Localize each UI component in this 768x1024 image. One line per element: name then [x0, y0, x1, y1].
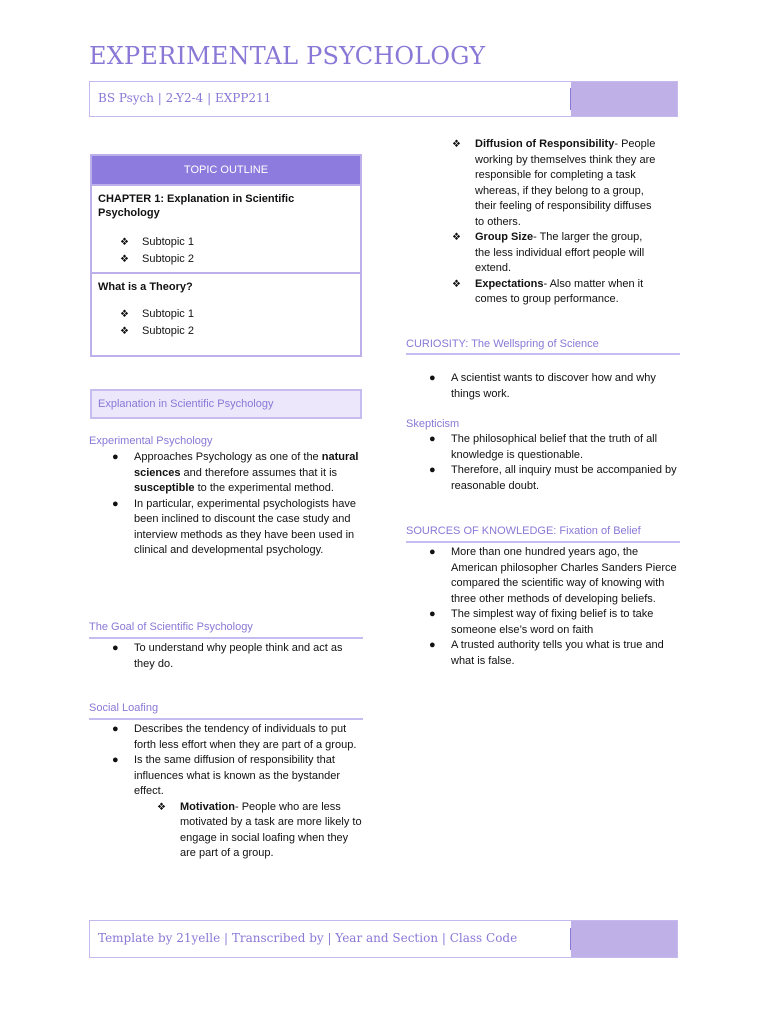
diamond-bullet-icon: ❖ [120, 326, 129, 337]
list-item: ● Describes the tendency of individuals to put forth less effort when they are part of a group. [112, 723, 357, 751]
list-item: ● More than one hundred years ago, the American philosopher Charles Sanders Pierce compared the scientific way of knowing with three other methods of developing beliefs. [429, 546, 677, 605]
exp-psych-heading: Experimental Psychology [89, 435, 213, 447]
diamond-bullet-icon: ❖ [157, 801, 166, 813]
list-subitem: ❖ Group Size- The larger the group, the less individual effort people will extend. [452, 231, 645, 274]
topic-outline [90, 154, 362, 357]
footer-text: Template by 21yelle | Transcribed by | Year and Section | Class Code [98, 931, 518, 945]
outline-theory-title: What is a Theory? [98, 281, 193, 293]
outline-subtopic: ❖ Subtopic 1 [120, 306, 354, 323]
list-item: ● Is the same diffusion of responsibility that influences what is known as the bystander effect. [112, 754, 341, 797]
diamond-bullet-icon: ❖ [452, 232, 461, 243]
list-item: ● To understand why people think and act as they do. [112, 642, 343, 670]
list-subitem: ❖ Expectations- Also matter when it comes to group performance. [452, 277, 644, 305]
diamond-bullet-icon: ❖ [120, 309, 129, 320]
course-banner [89, 81, 678, 117]
list-item: ● Approaches Psychology as one of the natural sciences and therefore assumes that it is susceptible to the experimental method. [112, 451, 359, 494]
goal-heading: The Goal of Scientific Psychology [89, 621, 253, 633]
sources-heading: SOURCES OF KNOWLEDGE: Fixation of Belief [406, 525, 641, 537]
section-rule [89, 718, 363, 720]
outline-theory-section [92, 272, 360, 346]
list-subitem: ❖ Diffusion of Responsibility- People working by themselves think they are responsible for completing a task whereas, if they belong to a group, their feeling of responsibility diffuses to others. [452, 138, 656, 228]
outline-subtopic: ❖ Subtopic 2 [120, 323, 354, 340]
list-subitem: ❖ Motivation- People who are less motivated by a task are more likely to engage in social loafing when they are part of a group. [157, 800, 362, 859]
course-code: BS Psych | 2-Y2-4 | EXPP211 [98, 91, 272, 105]
diamond-bullet-icon: ❖ [452, 139, 461, 150]
section-box-heading: Explanation in Scientific Psychology [90, 389, 362, 419]
list-item: ● The simplest way of fixing belief is to take someone else’s word on faith [429, 608, 654, 636]
section-rule [406, 353, 680, 355]
goal-list [89, 641, 364, 672]
loafing-heading: Social Loafing [89, 702, 159, 714]
diamond-bullet-icon: ❖ [120, 254, 129, 265]
list-item: ● A trusted authority tells you what is true and what is false. [429, 639, 664, 667]
sources-list [406, 545, 681, 669]
banner-swatch [571, 82, 677, 116]
outline-subtopic: ❖ Subtopic 1 [120, 234, 354, 251]
outline-chapter-section [92, 184, 360, 272]
list-item: ● A scientist wants to discover how and why things work. [429, 372, 656, 400]
outline-subtopic: ❖ Subtopic 2 [120, 251, 354, 268]
exp-psych-list [89, 450, 364, 559]
section-rule [89, 637, 363, 639]
footer-banner [89, 920, 678, 958]
loafing-factors-list [428, 137, 683, 308]
list-item: ● In particular, experimental psychologists have been inclined to discount the case study and interview methods as they have been used in clinical and developmental psychology. [112, 497, 356, 556]
diamond-bullet-icon: ❖ [452, 278, 461, 290]
outline-heading: TOPIC OUTLINE [92, 156, 360, 184]
diamond-bullet-icon: ❖ [120, 237, 129, 248]
curiosity-heading: CURIOSITY: The Wellspring of Science [406, 338, 599, 350]
skepticism-heading: Skepticism [406, 418, 460, 430]
outline-chapter-title: CHAPTER 1: Explanation in Scientific Psychology [98, 193, 295, 219]
list-item: ● The philosophical belief that the truth of all knowledge is questionable. [429, 433, 658, 461]
banner-swatch [571, 921, 677, 957]
section-rule [406, 541, 680, 543]
page-title: EXPERIMENTAL PSYCHOLOGY [89, 42, 486, 70]
loafing-list [89, 722, 364, 862]
skepticism-list [406, 432, 681, 494]
curiosity-list [406, 371, 681, 402]
list-item: ● Therefore, all inquiry must be accompanied by reasonable doubt. [429, 464, 677, 492]
